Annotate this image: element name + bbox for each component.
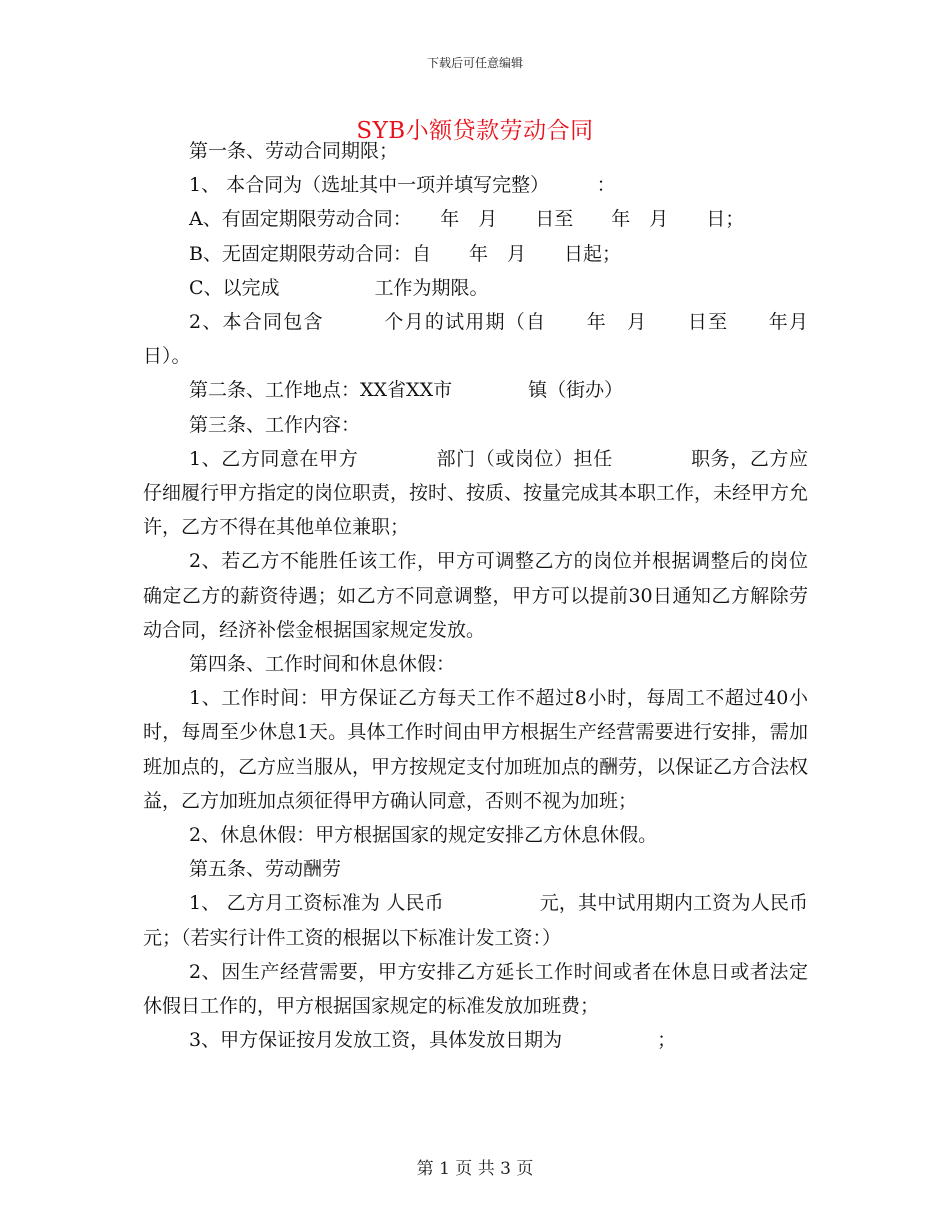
page-footer: 第 1 页 共 3 页: [416, 1159, 534, 1179]
clause-1-1: 1、 本合同为（选址其中一项并填写完整） ：: [189, 174, 616, 197]
clause-4-1: 1、工作时间：甲方保证乙方每天工作不超过8小时，每周工不超过40小时，每周至少休息1天。具体工作时间由甲方根据生产经营需要进行安排，需加班加点的，乙方应当服从，甲方按规定支付加班加点的酬劳，以保证乙方合法权益，乙方加班加点须征得甲方确认同意，否则不视为加班；: [143, 687, 809, 812]
article-3-heading: 第三条、工作内容：: [189, 413, 361, 436]
clause-3-1: 1、乙方同意在甲方 部门（或岗位）担任 职务，乙方应仔细履行甲方指定的岗位职责，按时、按质、按量完成其本职工作，未经甲方允许，乙方不得在其他单位兼职；: [143, 447, 809, 539]
clause-1-2: 2、本合同包含 个月的试用期（自 年 月 日至 年月 日）。: [143, 311, 847, 368]
article-4-heading: 第四条、工作时间和休息休假：: [189, 653, 456, 676]
option-a: A、有固定期限劳动合同： 年 月 日至 年 月 日；: [189, 208, 745, 231]
option-c: C、以完成 工作为期限。: [189, 276, 489, 299]
clause-5-1: 1、 乙方月工资标准为 人民币 元，其中试用期内工资为人民币 元；（若实行计件工资的根据以下标准计发工资：）: [143, 892, 847, 949]
clause-5-2: 2、因生产经营需要，甲方安排乙方延长工作时间或者在休息日或者法定休假日工作的，甲方根据国家规定的标准发放加班费；: [143, 960, 808, 1018]
article-1-heading: 第一条、劳动合同期限；: [189, 140, 399, 162]
article-2-heading: 第二条、工作地点：XX省XX市 镇（街办）: [189, 379, 624, 402]
clause-5-3: 3、甲方保证按月发放工资，具体发放日期为 ；: [189, 1029, 677, 1052]
clause-4-2: 2、休息休假：甲方根据国家的规定安排乙方休息休假。: [189, 824, 658, 847]
clause-3-2: 2、若乙方不能胜任该工作，甲方可调整乙方的岗位并根据调整后的岗位确定乙方的薪资待遇；如乙方不同意调整，甲方可以提前30日通知乙方解除劳动合同，经济补偿金根据国家规定发放。: [143, 550, 808, 641]
article-5-heading: 第五条、劳动酬劳: [189, 858, 342, 881]
document-title: SYB小额贷款劳动合同: [356, 118, 594, 144]
option-b: B、无固定期限劳动合同：自 年 月 日起；: [189, 242, 621, 265]
header-note: 下载后可任意编辑: [426, 56, 523, 70]
contract-body: [143, 134, 847, 1057]
